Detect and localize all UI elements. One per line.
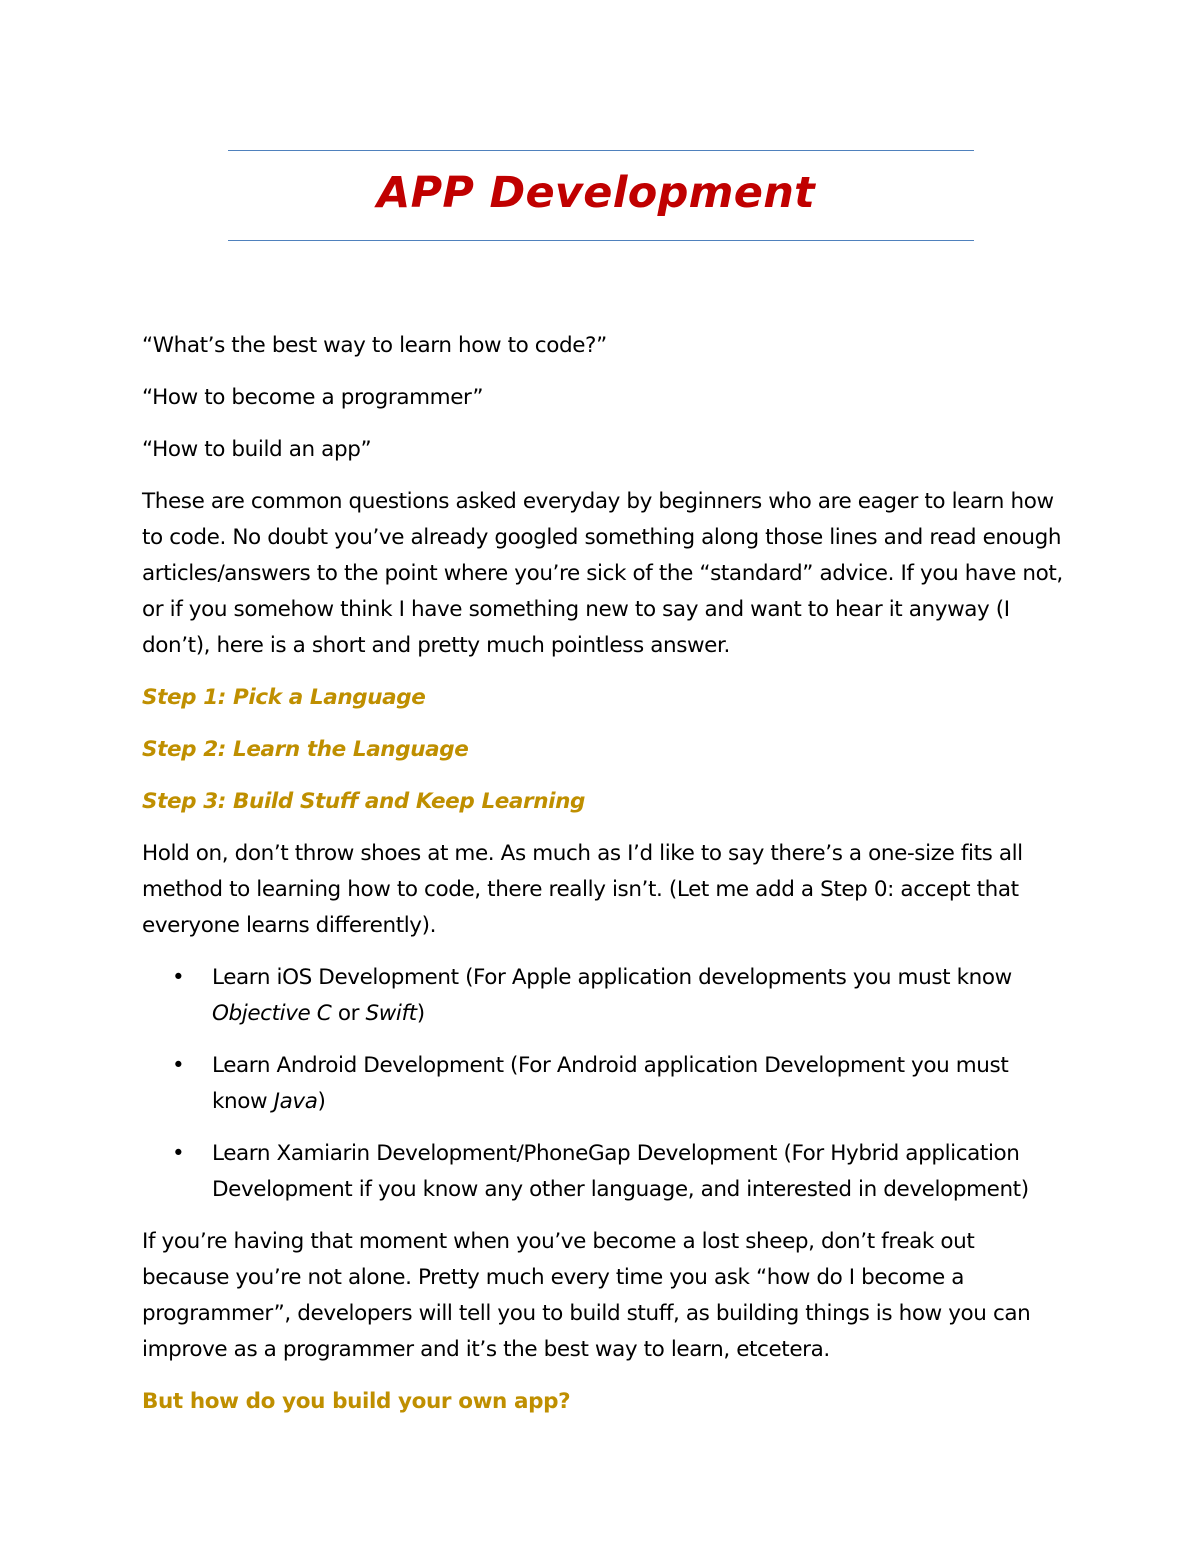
- question-2: “How to become a programmer”: [142, 385, 484, 410]
- title-bottom-rule: [228, 240, 974, 241]
- closing-question-heading: But how do you build your own app?: [142, 1389, 571, 1414]
- ios-text-suffix: ): [416, 1001, 425, 1026]
- question-3: “How to build an app”: [142, 437, 372, 462]
- document-title: APP Development: [376, 168, 816, 218]
- ios-text-prefix: Learn iOS Development (For Apple application developments you must know: [212, 965, 1012, 990]
- document-body: [142, 328, 1067, 1420]
- question-1: “What’s the best way to learn how to code?”: [142, 333, 607, 358]
- ios-lang-objective-c: Objective C: [212, 1001, 332, 1026]
- android-lang-java: Java: [273, 1089, 318, 1114]
- bullet-icon: •: [172, 1053, 185, 1078]
- ios-lang-swift: Swift: [365, 1001, 417, 1026]
- bullet-icon: •: [172, 1141, 185, 1166]
- list-item-ios: [142, 960, 1067, 1032]
- bullet-icon: •: [172, 965, 185, 990]
- android-text-suffix: ): [317, 1089, 326, 1114]
- list-item-android: [142, 1048, 1067, 1120]
- intro-paragraph: These are common questions asked everyday by beginners who are eager to learn how to code. No doubt you’ve already googled something along those lines and read enough articles/answers to the point where you’re sick of the “standard” advice. If you have not, or if you somehow think I have something new to say and want to hear it anyway (I don’t), here is a short and pretty much pointless answer.: [142, 489, 1063, 658]
- android-text-prefix: Learn Android Development (For Android application Development you must know: [212, 1053, 1009, 1114]
- step-1-heading: Step 1: Pick a Language: [142, 685, 426, 710]
- step-2-heading: Step 2: Learn the Language: [142, 737, 469, 762]
- learning-paths-list: [142, 960, 1067, 1208]
- lost-sheep-paragraph: If you’re having that moment when you’ve become a lost sheep, don’t freak out because you’re not alone. Pretty much every time you ask “how do I become a programmer”, developers will tell you to build stuff, as building things is how you can improve as a programmer and it’s the best way to learn, etcetera.: [142, 1229, 1031, 1362]
- step-3-heading: Step 3: Build Stuff and Keep Learning: [142, 789, 586, 814]
- hold-on-paragraph: Hold on, don’t throw shoes at me. As much as I’d like to say there’s a one-size fits all method to learning how to code, there really isn’t. (Let me add a Step 0: accept that everyone learns differently).: [142, 841, 1023, 938]
- list-item-hybrid: [142, 1136, 1067, 1208]
- ios-text-mid: or: [331, 1001, 366, 1026]
- hybrid-text: Learn Xamiarin Development/PhoneGap Development (For Hybrid application Development if you know any other language, and interested in development): [212, 1141, 1029, 1202]
- title-top-rule: [228, 150, 974, 151]
